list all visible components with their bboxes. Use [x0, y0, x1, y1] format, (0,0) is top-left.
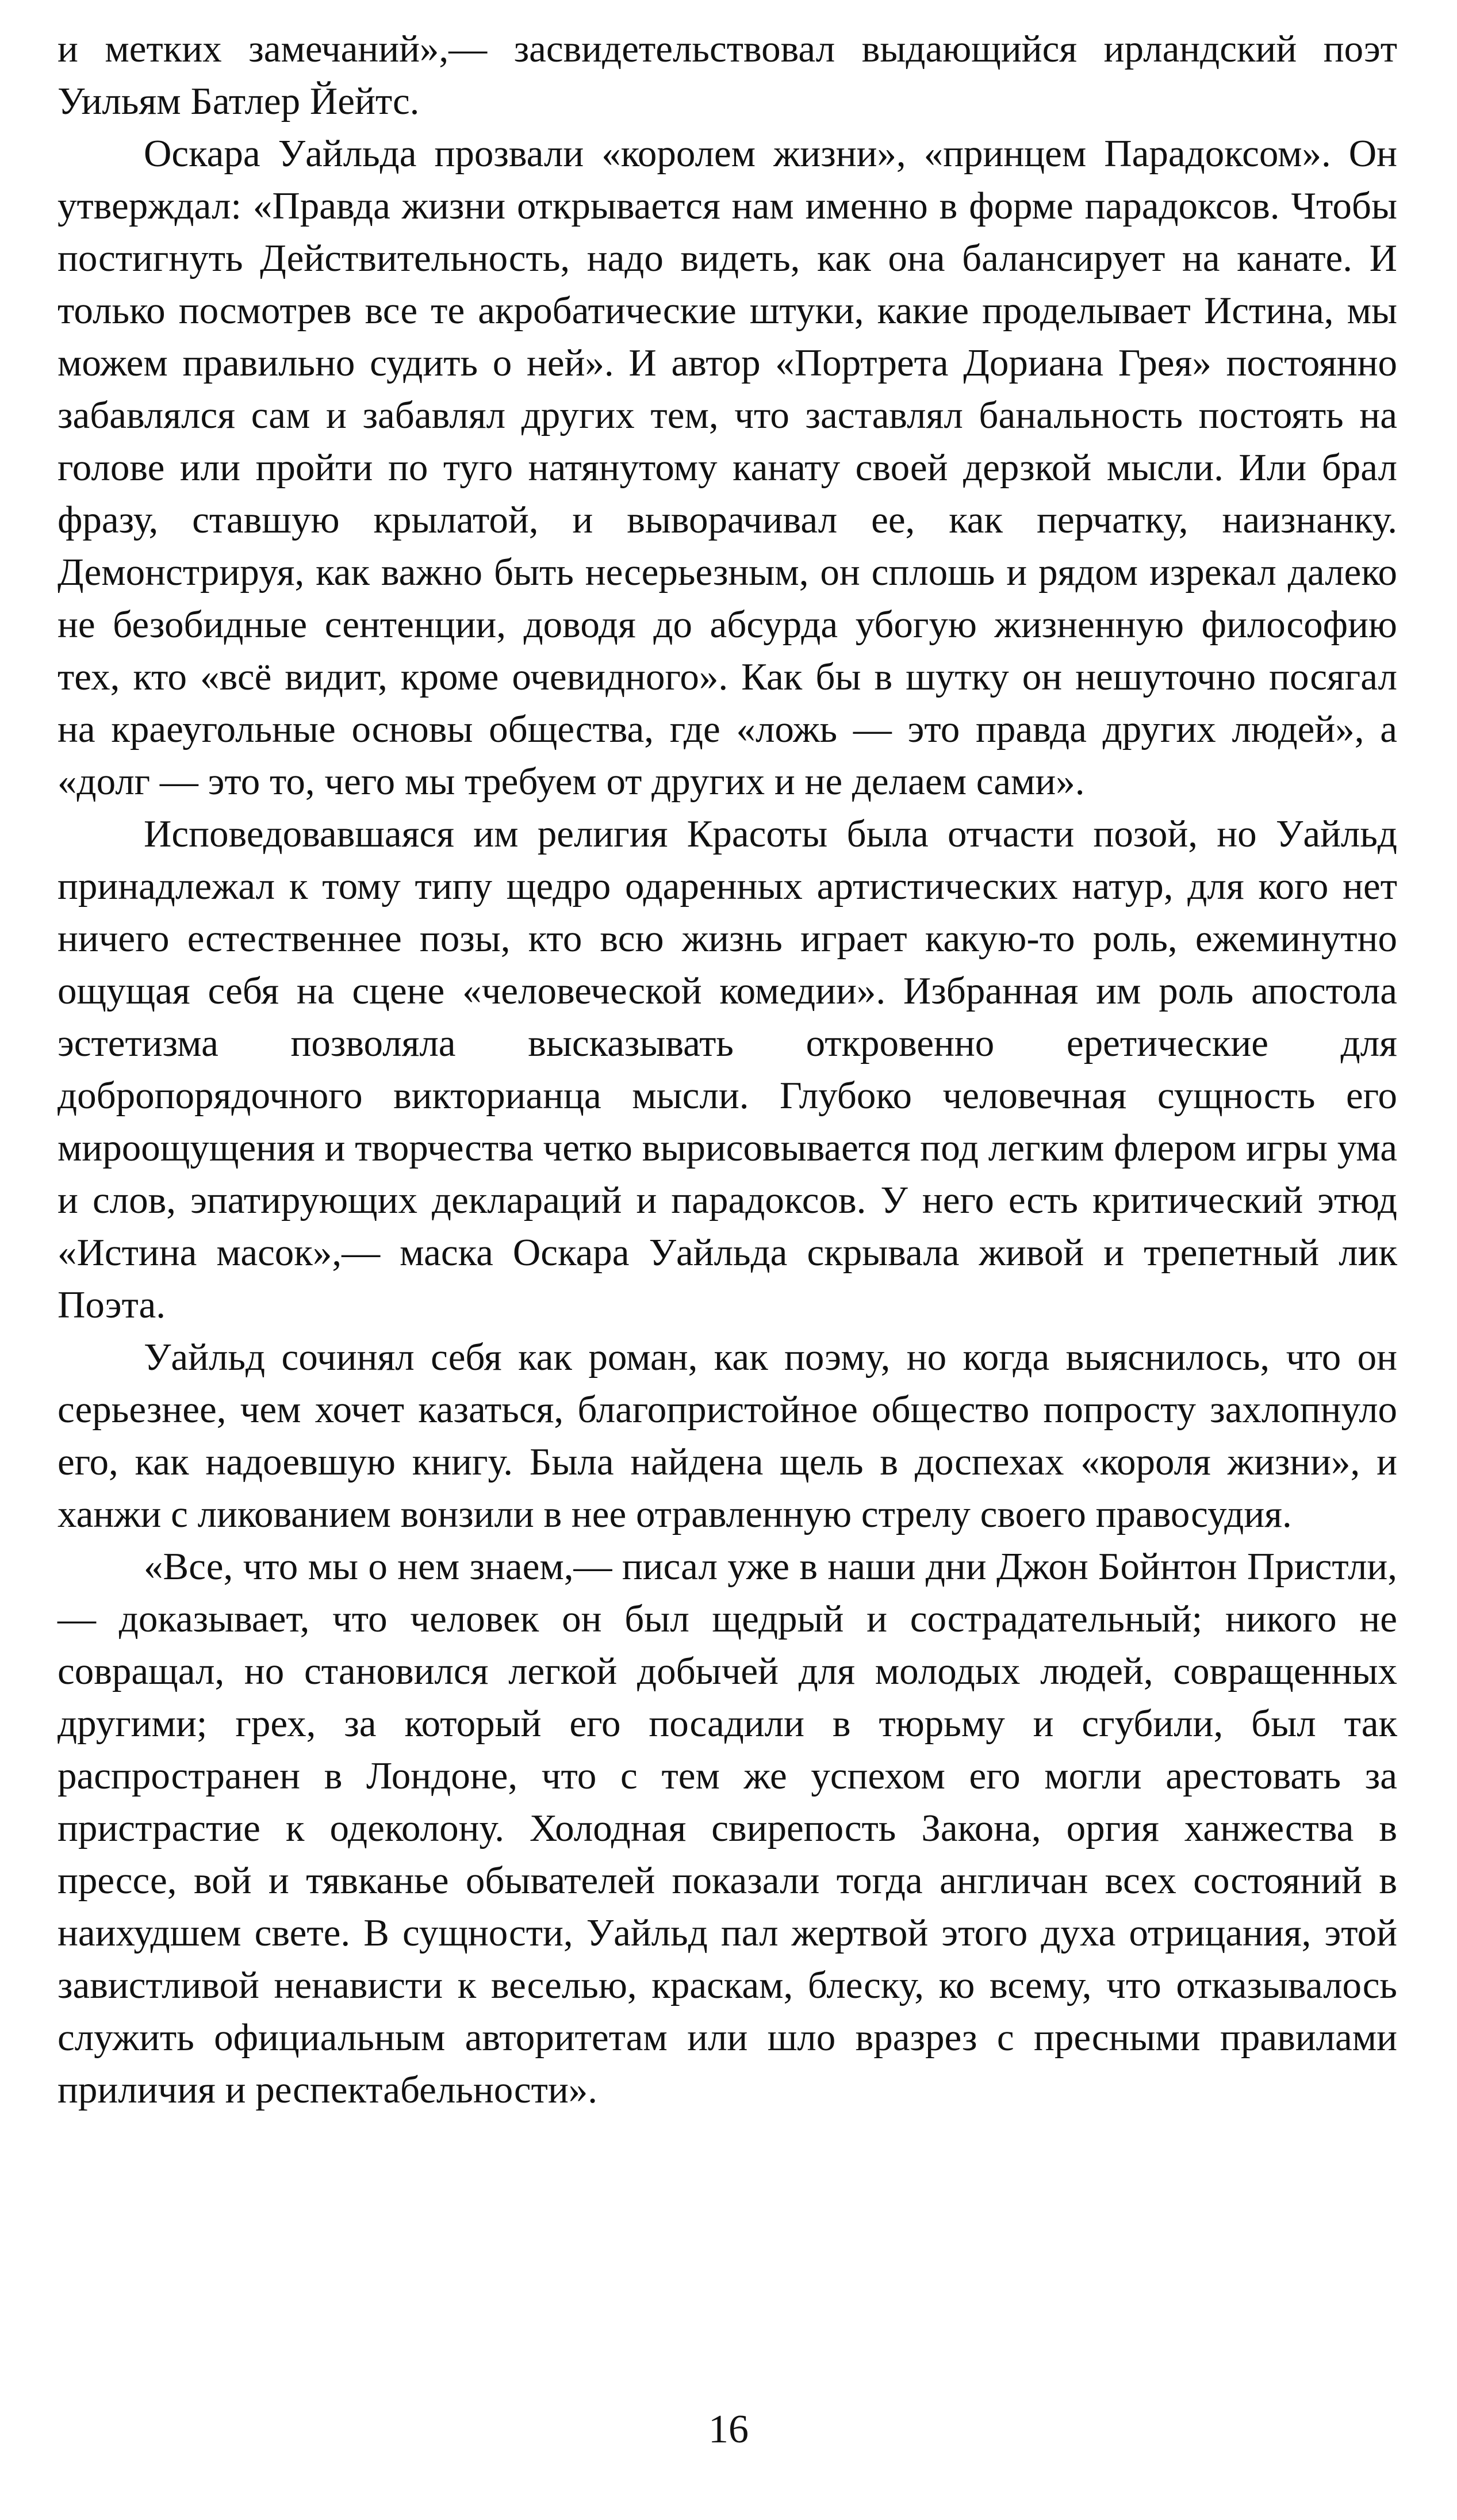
paragraph: Исповедовавшаяся им религия Красоты была отчасти позой, но Уайльд принадлежал к тому типу щедро одаренных артистических натур, для кого нет ничего естественнее позы, кто всю жизнь играет какую-то роль, ежеминутно ощущая себя на сцене «человеческой комедии». Избранная им роль апостола эстетизма позволяла высказывать откровенно еретические для добропорядочного викторианца мысли. Глубоко человечная сущность его мироощущения и творчества четко вырисовывается под легким флером игры ума и слов, эпатирующих деклараций и парадоксов. У него есть критический этюд «Истина масок»,— маска Оскара Уайльда скрывала живой и трепетный лик Поэта.: [57, 813, 1397, 1326]
paragraph: Уайльд сочинял себя как роман, как поэму, но когда выяснилось, что он серьезнее, чем хочет казаться, благопристойное общество попросту захлопнуло его, как надоевшую книгу. Была найдена щель в доспехах «короля жизни», и ханжи с ликованием вонзили в нее отравленную стрелу своего правосудия.: [57, 1336, 1397, 1535]
paragraph-continued: и метких замечаний»,— засвидетельствовал выдающийся ирландский поэт Уильям Батлер Йейтс.: [57, 28, 1397, 122]
page-number: 16: [708, 2407, 749, 2452]
paragraph: «Все, что мы о нем знаем,— писал уже в наши дни Джон Бойнтон Пристли,— доказывает, что человек он был щедрый и сострадательный; никого не совращал, но становился легкой добычей для молодых людей, совращенных другими; грех, за который его посадили в тюрьму и сгубили, был так распространен в Лондоне, что с тем же успехом его могли арестовать за пристрастие к одеколону. Холодная свирепость Закона, оргия ханжества в прессе, вой и тявканье обывателей показали тогда англичан всех состояний в наихудшем свете. В сущности, Уайльд пал жертвой этого духа отрицания, этой завистливой ненависти к веселью, краскам, блеску, ко всему, что отказывалось служить официальным авторитетам или шло вразрез с пресными правилами приличия и респектабельности».: [57, 1545, 1397, 2111]
paragraph: Оскара Уайльда прозвали «королем жизни», «принцем Парадоксом». Он утверждал: «Правда жизни открывается нам именно в форме парадоксов. Чтобы постигнуть Действительность, надо видеть, как она балансирует на канате. И только посмотрев все те акробатические штуки, какие проделывает Истина, мы можем правильно судить о ней». И автор «Портрета Дориана Грея» постоянно забавлялся сам и забавлял других тем, что заставлял банальность постоять на голове или пройти по туго натянутому канату своей дерзкой мысли. Или брал фразу, ставшую крылатой, и выворачивал ее, как перчатку, наизнанку. Демонстрируя, как важно быть несерьезным, он сплошь и рядом изрекал далеко не безобидные сентенции, доводя до абсурда убогую жизненную философию тех, кто «всё видит, кроме очевидного». Как бы в шутку он нешуточно посягал на краеугольные основы общества, где «ложь — это правда других людей», а «долг — это то, чего мы требуем от других и не делаем сами».: [57, 132, 1397, 803]
page-body: [57, 23, 1397, 2116]
